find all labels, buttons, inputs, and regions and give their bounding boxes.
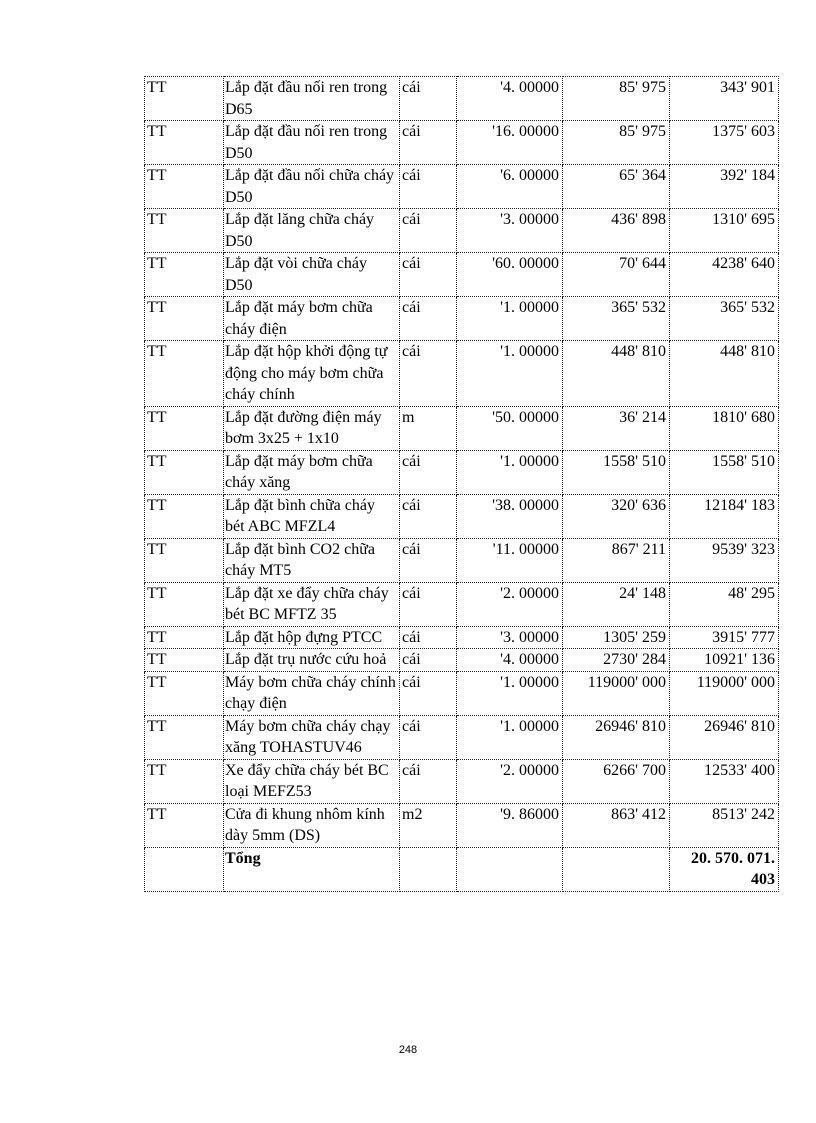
unit-cell: cái — [400, 649, 457, 672]
unit-cell: cái — [400, 671, 457, 715]
total-code-cell — [145, 847, 224, 891]
unit-price-cell: 320' 636 — [563, 494, 670, 538]
unit-price-cell: 26946' 810 — [563, 715, 670, 759]
code-cell: TT — [145, 626, 224, 649]
unit-cell: cái — [400, 121, 457, 165]
code-cell: TT — [145, 209, 224, 253]
unit-price-cell: 2730' 284 — [563, 649, 670, 672]
amount-cell: 3915' 777 — [670, 626, 779, 649]
description-cell: Cửa đi khung nhôm kính dày 5mm (DS) — [224, 803, 400, 847]
code-cell: TT — [145, 538, 224, 582]
table-row — [145, 450, 779, 494]
cost-table-body — [145, 77, 779, 848]
amount-cell: 12184' 183 — [670, 494, 779, 538]
unit-price-cell: 85' 975 — [563, 77, 670, 121]
description-cell: Lắp đặt xe đẩy chữa cháy bét BC MFTZ 35 — [224, 582, 400, 626]
amount-cell: 365' 532 — [670, 297, 779, 341]
unit-cell: cái — [400, 77, 457, 121]
code-cell: TT — [145, 77, 224, 121]
total-unit-cell — [400, 847, 457, 891]
unit-price-cell: 436' 898 — [563, 209, 670, 253]
description-cell: Lắp đặt đầu nối chữa cháy D50 — [224, 165, 400, 209]
table-row — [145, 715, 779, 759]
description-cell: Lắp đặt đầu nối ren trong D65 — [224, 77, 400, 121]
table-row — [145, 253, 779, 297]
unit-price-cell: 365' 532 — [563, 297, 670, 341]
amount-cell: 1310' 695 — [670, 209, 779, 253]
table-row — [145, 341, 779, 407]
amount-cell: 343' 901 — [670, 77, 779, 121]
description-cell: Máy bơm chữa cháy chạy xăng TOHASTUV46 — [224, 715, 400, 759]
amount-cell: 8513' 242 — [670, 803, 779, 847]
amount-cell: 48' 295 — [670, 582, 779, 626]
unit-cell: cái — [400, 582, 457, 626]
unit-price-cell: 85' 975 — [563, 121, 670, 165]
description-cell: Lắp đặt hộp đựng PTCC — [224, 626, 400, 649]
amount-cell: 448' 810 — [670, 341, 779, 407]
table-row — [145, 406, 779, 450]
description-cell: Lắp đặt đường điện máy bơm 3x25 + 1x10 — [224, 406, 400, 450]
quantity-cell: '3. 00000 — [457, 209, 563, 253]
unit-cell: cái — [400, 209, 457, 253]
table-row — [145, 494, 779, 538]
amount-cell: 1375' 603 — [670, 121, 779, 165]
table-row — [145, 626, 779, 649]
unit-cell: cái — [400, 165, 457, 209]
unit-cell: m — [400, 406, 457, 450]
quantity-cell: '4. 00000 — [457, 77, 563, 121]
unit-price-cell: 119000' 000 — [563, 671, 670, 715]
amount-cell: 1810' 680 — [670, 406, 779, 450]
quantity-cell: '60. 00000 — [457, 253, 563, 297]
unit-cell: cái — [400, 253, 457, 297]
quantity-cell: '6. 00000 — [457, 165, 563, 209]
unit-cell: cái — [400, 715, 457, 759]
code-cell: TT — [145, 494, 224, 538]
quantity-cell: '1. 00000 — [457, 341, 563, 407]
description-cell: Máy bơm chữa cháy chính chạy điện — [224, 671, 400, 715]
quantity-cell: '3. 00000 — [457, 626, 563, 649]
table-row — [145, 759, 779, 803]
table-row — [145, 77, 779, 121]
quantity-cell: '38. 00000 — [457, 494, 563, 538]
quantity-cell: '1. 00000 — [457, 671, 563, 715]
amount-cell: 119000' 000 — [670, 671, 779, 715]
description-cell: Lắp đặt máy bơm chữa cháy điện — [224, 297, 400, 341]
table-row — [145, 121, 779, 165]
description-cell: Lắp đặt máy bơm chữa cháy xăng — [224, 450, 400, 494]
amount-cell: 392' 184 — [670, 165, 779, 209]
code-cell: TT — [145, 759, 224, 803]
description-cell: Lắp đặt bình CO2 chữa cháy MT5 — [224, 538, 400, 582]
unit-cell: cái — [400, 538, 457, 582]
description-cell: Xe đẩy chữa cháy bét BC loại MEFZ53 — [224, 759, 400, 803]
unit-price-cell: 6266' 700 — [563, 759, 670, 803]
code-cell: TT — [145, 253, 224, 297]
cost-table — [144, 76, 779, 892]
table-row — [145, 803, 779, 847]
unit-price-cell: 65' 364 — [563, 165, 670, 209]
table-row — [145, 671, 779, 715]
quantity-cell: '1. 00000 — [457, 297, 563, 341]
table-row — [145, 538, 779, 582]
table-row — [145, 209, 779, 253]
code-cell: TT — [145, 715, 224, 759]
amount-cell: 4238' 640 — [670, 253, 779, 297]
code-cell: TT — [145, 341, 224, 407]
quantity-cell: '2. 00000 — [457, 582, 563, 626]
code-cell: TT — [145, 165, 224, 209]
total-qty-cell — [457, 847, 563, 891]
quantity-cell: '11. 00000 — [457, 538, 563, 582]
unit-price-cell: 70' 644 — [563, 253, 670, 297]
description-cell: Lắp đặt hộp khởi động tự động cho máy bơm chữa cháy chính — [224, 341, 400, 407]
quantity-cell: '1. 00000 — [457, 450, 563, 494]
page-number: 248 — [398, 1044, 418, 1056]
amount-cell: 1558' 510 — [670, 450, 779, 494]
description-cell: Lắp đặt đầu nối ren trong D50 — [224, 121, 400, 165]
table-row — [145, 297, 779, 341]
code-cell: TT — [145, 121, 224, 165]
code-cell: TT — [145, 671, 224, 715]
total-row — [145, 847, 779, 891]
quantity-cell: '1. 00000 — [457, 715, 563, 759]
amount-cell: 9539' 323 — [670, 538, 779, 582]
unit-cell: cái — [400, 341, 457, 407]
quantity-cell: '9. 86000 — [457, 803, 563, 847]
unit-cell: m2 — [400, 803, 457, 847]
unit-cell: cái — [400, 759, 457, 803]
quantity-cell: '4. 00000 — [457, 649, 563, 672]
unit-price-cell: 867' 211 — [563, 538, 670, 582]
code-cell: TT — [145, 803, 224, 847]
unit-price-cell: 448' 810 — [563, 341, 670, 407]
unit-cell: cái — [400, 297, 457, 341]
code-cell: TT — [145, 297, 224, 341]
quantity-cell: '50. 00000 — [457, 406, 563, 450]
unit-price-cell: 36' 214 — [563, 406, 670, 450]
amount-cell: 12533' 400 — [670, 759, 779, 803]
table-row — [145, 649, 779, 672]
unit-cell: cái — [400, 494, 457, 538]
unit-price-cell: 1558' 510 — [563, 450, 670, 494]
quantity-cell: '16. 00000 — [457, 121, 563, 165]
code-cell: TT — [145, 582, 224, 626]
unit-cell: cái — [400, 450, 457, 494]
description-cell: Lắp đặt vòi chữa cháy D50 — [224, 253, 400, 297]
unit-price-cell: 1305' 259 — [563, 626, 670, 649]
total-value: 20. 570. 071. 403 — [670, 847, 779, 891]
quantity-cell: '2. 00000 — [457, 759, 563, 803]
unit-price-cell: 24' 148 — [563, 582, 670, 626]
table-row — [145, 582, 779, 626]
amount-cell: 26946' 810 — [670, 715, 779, 759]
description-cell: Lắp đặt bình chữa cháy bét ABC MFZL4 — [224, 494, 400, 538]
amount-cell: 10921' 136 — [670, 649, 779, 672]
code-cell: TT — [145, 450, 224, 494]
unit-cell: cái — [400, 626, 457, 649]
table-row — [145, 165, 779, 209]
unit-price-cell: 863' 412 — [563, 803, 670, 847]
total-price-cell — [563, 847, 670, 891]
total-label: Tổng — [224, 847, 400, 891]
description-cell: Lắp đặt lăng chữa cháy D50 — [224, 209, 400, 253]
description-cell: Lắp đặt trụ nước cứu hoả — [224, 649, 400, 672]
code-cell: TT — [145, 406, 224, 450]
code-cell: TT — [145, 649, 224, 672]
